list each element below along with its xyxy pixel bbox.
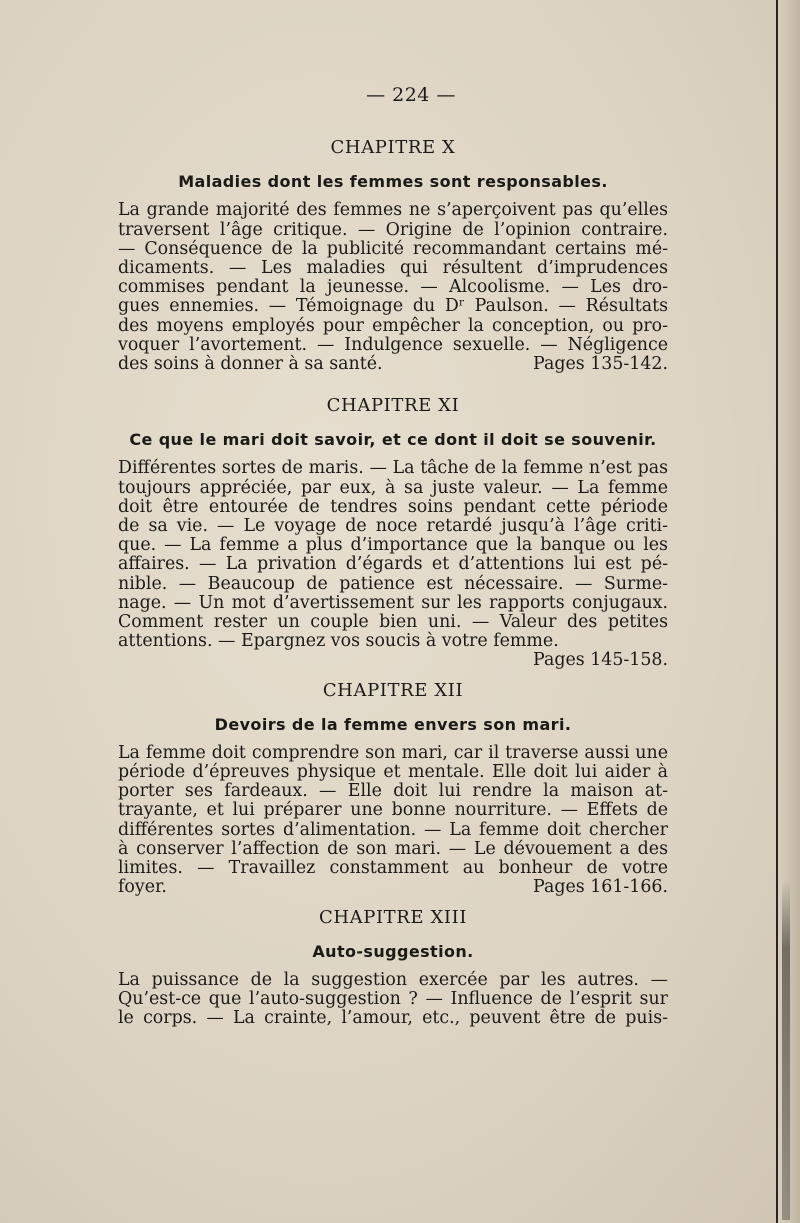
chapter-summary [118,201,668,374]
chapter-heading: CHAPITRE XI [326,395,460,417]
page-range: Pages 135-142. [533,354,668,375]
summary-line: toujours appréciée, par eux, à sa juste valeur. — La femme [118,477,668,498]
chapter-summary [118,744,668,898]
summary-line: porter ses fardeaux. — Elle doit lui rendre la maison at- [118,781,668,802]
summary-line: le corps. — La crainte, l’amour, etc., peuvent être de puis- [118,1008,668,1029]
chapter-heading: CHAPITRE XII [322,679,464,701]
chapter-title: Auto-suggestion. [312,941,474,961]
summary-line: Qu’est-ce que l’auto-suggestion ? — Influence de l’esprit sur [118,988,668,1009]
summary-line: La puissance de la suggestion exercée par les autres. — [118,969,668,990]
chapter-heading: CHAPITRE X [330,137,456,159]
chapter-title: Maladies dont les femmes sont responsables. [178,172,608,192]
summary-line: foyer. [118,877,167,898]
summary-line: limites. — Travaillez constamment au bonheur de votre [118,858,668,879]
summary-line: gues ennemies. — Témoignage du Dʳ Paulson. — Résultats [118,296,668,317]
chapter-xi [118,396,668,670]
summary-final-line [118,355,668,374]
summary-line: à conserver l’affection de son mari. — Le dévouement a des [118,838,668,859]
summary-line: dicaments. — Les maladies qui résultent d’imprudences [118,258,668,279]
chapter-summary [118,459,668,670]
summary-line: — Conséquence de la publicité recommandant certains mé- [118,238,668,259]
chapter-xiii [118,908,668,1029]
summary-line: La femme doit comprendre son mari, car il traverse aussi une [118,742,668,763]
summary-final-line [118,878,668,897]
summary-line: différentes sortes d’alimentation. — La femme doit chercher [118,819,668,840]
summary-line: nage. — Un mot d’avertissement sur les rapports conjugaux. [118,592,668,613]
summary-line: commises pendant la jeunesse. — Alcoolisme. — Les dro- [118,277,668,298]
summary-line: que. — La femme a plus d’importance que la banque ou les [118,535,668,556]
summary-line: affaires. — La privation d’égards et d’attentions lui est pé- [118,554,668,575]
summary-line: nible. — Beaucoup de patience est nécessaire. — Surme- [118,573,668,594]
summary-line: traversent l’âge critique. — Origine de l’opinion contraire. [118,219,668,240]
summary-line: période d’épreuves physique et mentale. Elle doit lui aider à [118,762,668,783]
summary-line: Comment rester un couple bien uni. — Valeur des petites [118,612,668,633]
page-binding-edge [776,0,800,1223]
page-number: — 224 — [366,84,456,106]
summary-line: de sa vie. — Le voyage de noce retardé jusqu’à l’âge criti- [118,516,668,537]
summary-line: attentions. — Epargnez vos soucis à votre femme. [118,631,559,652]
chapter-heading: CHAPITRE XIII [318,906,468,928]
summary-line: La grande majorité des femmes ne s’aperçoivent pas qu’elles [118,200,668,221]
summary-line: Différentes sortes de maris. — La tâche de la femme n’est pas [118,458,668,479]
chapter-title: Devoirs de la femme envers son mari. [214,714,572,734]
summary-line: des moyens employés pour empêcher la conception, ou pro- [118,315,668,336]
summary-line: trayante, et lui préparer une bonne nourriture. — Effets de [118,800,668,821]
page-range: Pages 161-166. [533,877,668,898]
chapter-xii [118,681,668,898]
summary-line: des soins à donner à sa santé. [118,354,383,375]
page-range: Pages 145-158. [533,650,668,671]
chapter-title: Ce que le mari doit savoir, et ce dont il doit se souvenir. [129,430,657,450]
chapter-summary [118,971,668,1029]
chapter-x [118,138,668,374]
summary-line: doit être entourée de tendres soins pendant cette période [118,496,668,517]
page-text [118,86,668,1038]
summary-line: voquer l’avortement. — Indulgence sexuelle. — Négligence [118,334,668,355]
